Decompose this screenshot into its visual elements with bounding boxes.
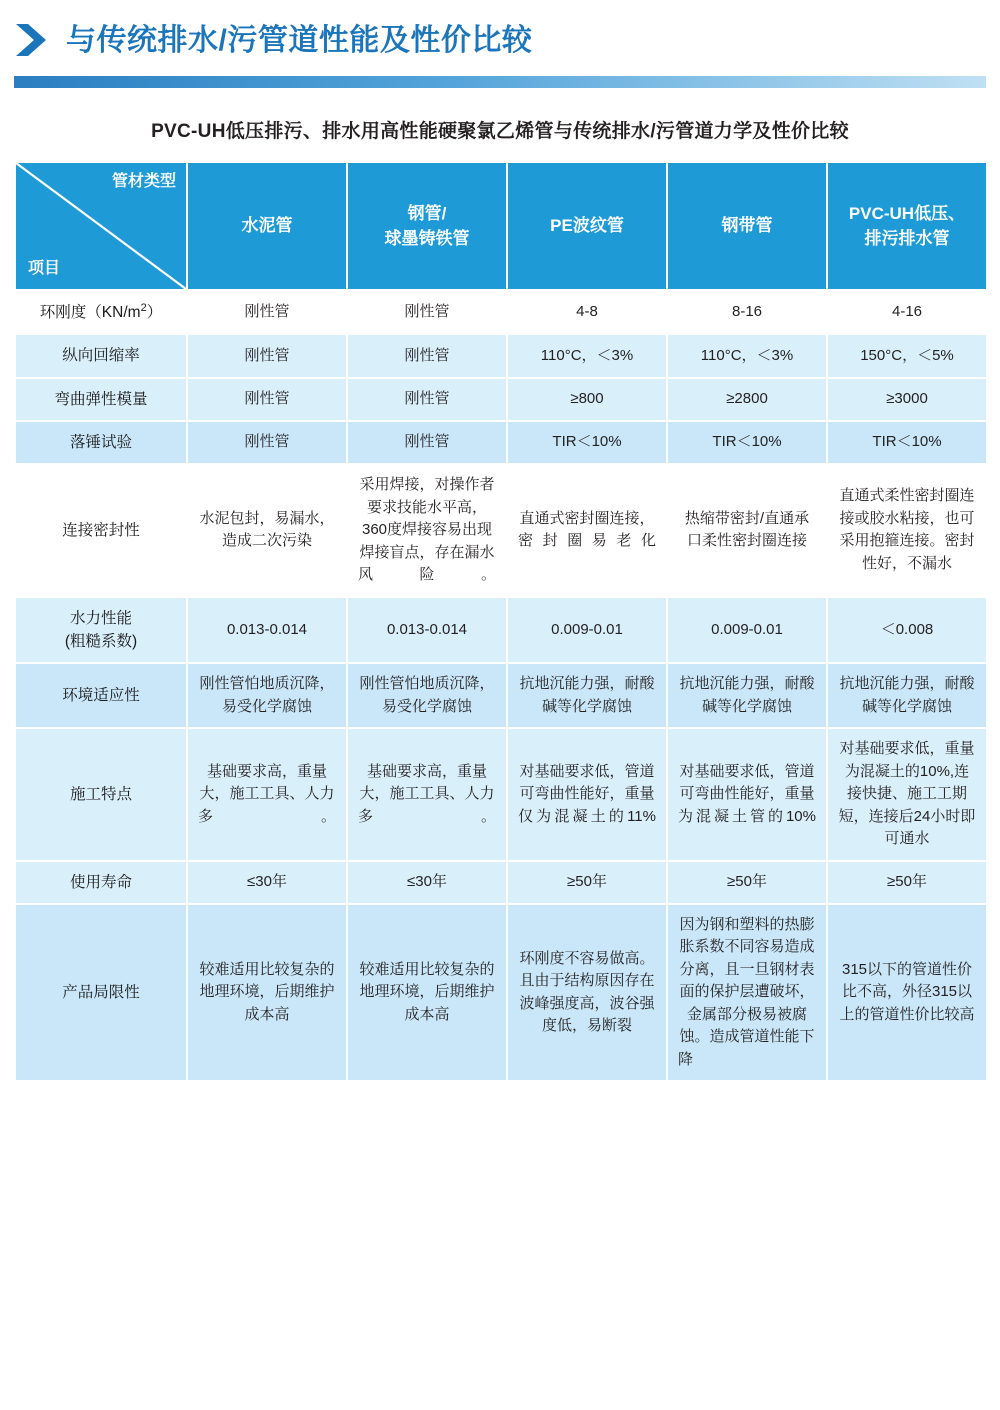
header-corner-cell: [15, 162, 187, 290]
table-row: [15, 861, 987, 904]
cell-value: 基础要求高，重量大，施工工具、人力多。: [187, 728, 347, 861]
corner-label-type: 管材类型: [111, 173, 176, 190]
row-label-product-limitations: 产品局限性: [15, 904, 187, 1082]
cell-value: TIR＜10%: [667, 421, 827, 464]
table-row: [15, 421, 987, 464]
page-header: [0, 0, 1000, 62]
cell-value: 0.013-0.014: [187, 597, 347, 664]
column-header-cement: [187, 162, 347, 290]
cell-value: 0.009-0.01: [507, 597, 667, 664]
table-row: [15, 464, 987, 597]
row-label-longitudinal-shrinkage: 纵向回缩率: [15, 334, 187, 377]
table-row: [15, 378, 987, 421]
row-label-drop-hammer-test: 落锤试验: [15, 421, 187, 464]
column-header-line1: 钢带管: [721, 216, 773, 236]
row-label-joint-sealing: 连接密封性: [15, 464, 187, 597]
cell-value: 刚性管: [347, 334, 507, 377]
cell-value: 对基础要求低，管道可弯曲性能好，重量仅为混凝土的11%: [507, 728, 667, 861]
cell-value: 刚性管: [347, 378, 507, 421]
cell-value: 刚性管: [187, 421, 347, 464]
column-header-steel-ductile: [347, 162, 507, 290]
column-header-line1: 水泥管: [241, 216, 293, 236]
cell-value: 刚性管: [187, 378, 347, 421]
cell-value: 抗地沉能力强，耐酸碱等化学腐蚀: [507, 663, 667, 728]
cell-value: ＜0.008: [827, 597, 987, 664]
cell-value: 直通式柔性密封圈连接或胶水粘接，也可采用抱箍连接。密封性好，不漏水: [827, 464, 987, 597]
column-header-line1: 钢管/: [407, 203, 447, 223]
cell-value: ≤30年: [347, 861, 507, 904]
table-row: [15, 728, 987, 861]
row-label-text: 环刚度（KN/m: [39, 304, 141, 322]
cell-value: 热缩带密封/直通承口柔性密封圈连接: [667, 464, 827, 597]
chevron-right-icon: [14, 23, 52, 57]
cell-value: 110°C，＜3%: [507, 334, 667, 377]
table-row: [15, 334, 987, 377]
cell-value: 刚性管: [187, 334, 347, 377]
cell-value: ≥3000: [827, 378, 987, 421]
cell-value: 较难适用比较复杂的地理环境，后期维护成本高: [347, 904, 507, 1082]
corner-label-item: 项目: [28, 260, 61, 277]
row-label-construction-features: 施工特点: [15, 728, 187, 861]
row-label-flexural-modulus: 弯曲弹性模量: [15, 378, 187, 421]
cell-value: 8-16: [667, 290, 827, 334]
cell-value: ≥50年: [667, 861, 827, 904]
cell-value: TIR＜10%: [507, 421, 667, 464]
comparison-table: [14, 161, 988, 1082]
column-header-pe-corrugated: [507, 162, 667, 290]
row-label-hydraulic-performance: [15, 597, 187, 664]
comparison-table-wrap: [0, 161, 1000, 1082]
row-label-ring-stiffness: [15, 290, 187, 334]
header-divider: [14, 76, 986, 88]
table-row: [15, 597, 987, 664]
cell-value: 150°C，＜5%: [827, 334, 987, 377]
column-header-line2: 球墨铸铁管: [384, 229, 470, 248]
cell-value: 水泥包封，易漏水，造成二次污染: [187, 464, 347, 597]
cell-value: 抗地沉能力强，耐酸碱等化学腐蚀: [827, 663, 987, 728]
table-caption: PVC-UH低压排污、排水用高性能硬聚氯乙烯管与传统排水/污管道力学及性价比较: [151, 121, 849, 142]
table-row: [15, 904, 987, 1082]
cell-value: TIR＜10%: [827, 421, 987, 464]
row-label-line1: 水力性能: [69, 609, 132, 627]
cell-value: 对基础要求低，管道可弯曲性能好，重量为混凝土管的10%: [667, 728, 827, 861]
row-label-superscript: 2: [140, 302, 147, 314]
cell-value: 刚性管: [347, 421, 507, 464]
column-header-line2: 排污排水管: [864, 229, 950, 248]
cell-value: 315以下的管道性价比不高，外径315以上的管道性价比较高: [827, 904, 987, 1082]
cell-value: ≤30年: [187, 861, 347, 904]
table-row: [15, 290, 987, 334]
column-header-pvc-uh: [827, 162, 987, 290]
column-header-steel-belt: [667, 162, 827, 290]
cell-value: 4-8: [507, 290, 667, 334]
row-label-line2: (粗糙系数): [64, 632, 138, 650]
cell-value: 环刚度不容易做高。且由于结构原因存在波峰强度高，波谷强度低，易断裂: [507, 904, 667, 1082]
cell-value: ≥50年: [507, 861, 667, 904]
cell-value: 基础要求高，重量大，施工工具、人力多。: [347, 728, 507, 861]
row-label-environmental-adaptability: 环境适应性: [15, 663, 187, 728]
cell-value: 对基础要求低，重量为混凝土的10%,连接快捷、施工工期短，连接后24小时即可通水: [827, 728, 987, 861]
table-header-row: [15, 162, 987, 290]
cell-value: 刚性管怕地质沉降，易受化学腐蚀: [347, 663, 507, 728]
page-title: 与传统排水/污管道性能及性价比较: [66, 23, 533, 57]
cell-value: 0.013-0.014: [347, 597, 507, 664]
cell-value: ≥2800: [667, 378, 827, 421]
cell-value: ≥50年: [827, 861, 987, 904]
cell-value: 直通式密封圈连接，密封圈易老化: [507, 464, 667, 597]
table-row: [15, 663, 987, 728]
cell-value: 因为钢和塑料的热膨胀系数不同容易造成分离，且一旦钢材表面的保护层遭破坏，金属部分极易被腐蚀。造成管道性能下降: [667, 904, 827, 1082]
cell-value: 采用焊接，对操作者要求技能水平高，360度焊接容易出现焊接盲点，存在漏水风险。: [347, 464, 507, 597]
cell-value: 0.009-0.01: [667, 597, 827, 664]
cell-value: 刚性管: [187, 290, 347, 334]
cell-value: 刚性管: [347, 290, 507, 334]
row-label-service-life: 使用寿命: [15, 861, 187, 904]
cell-value: 较难适用比较复杂的地理环境，后期维护成本高: [187, 904, 347, 1082]
row-label-tail: ）: [146, 304, 163, 322]
cell-value: ≥800: [507, 378, 667, 421]
cell-value: 4-16: [827, 290, 987, 334]
cell-value: 抗地沉能力强，耐酸碱等化学腐蚀: [667, 663, 827, 728]
column-header-line1: PVC-UH低压、: [848, 203, 966, 223]
cell-value: 刚性管怕地质沉降，易受化学腐蚀: [187, 663, 347, 728]
cell-value: 110°C，＜3%: [667, 334, 827, 377]
column-header-line1: PE波纹管: [550, 216, 624, 236]
